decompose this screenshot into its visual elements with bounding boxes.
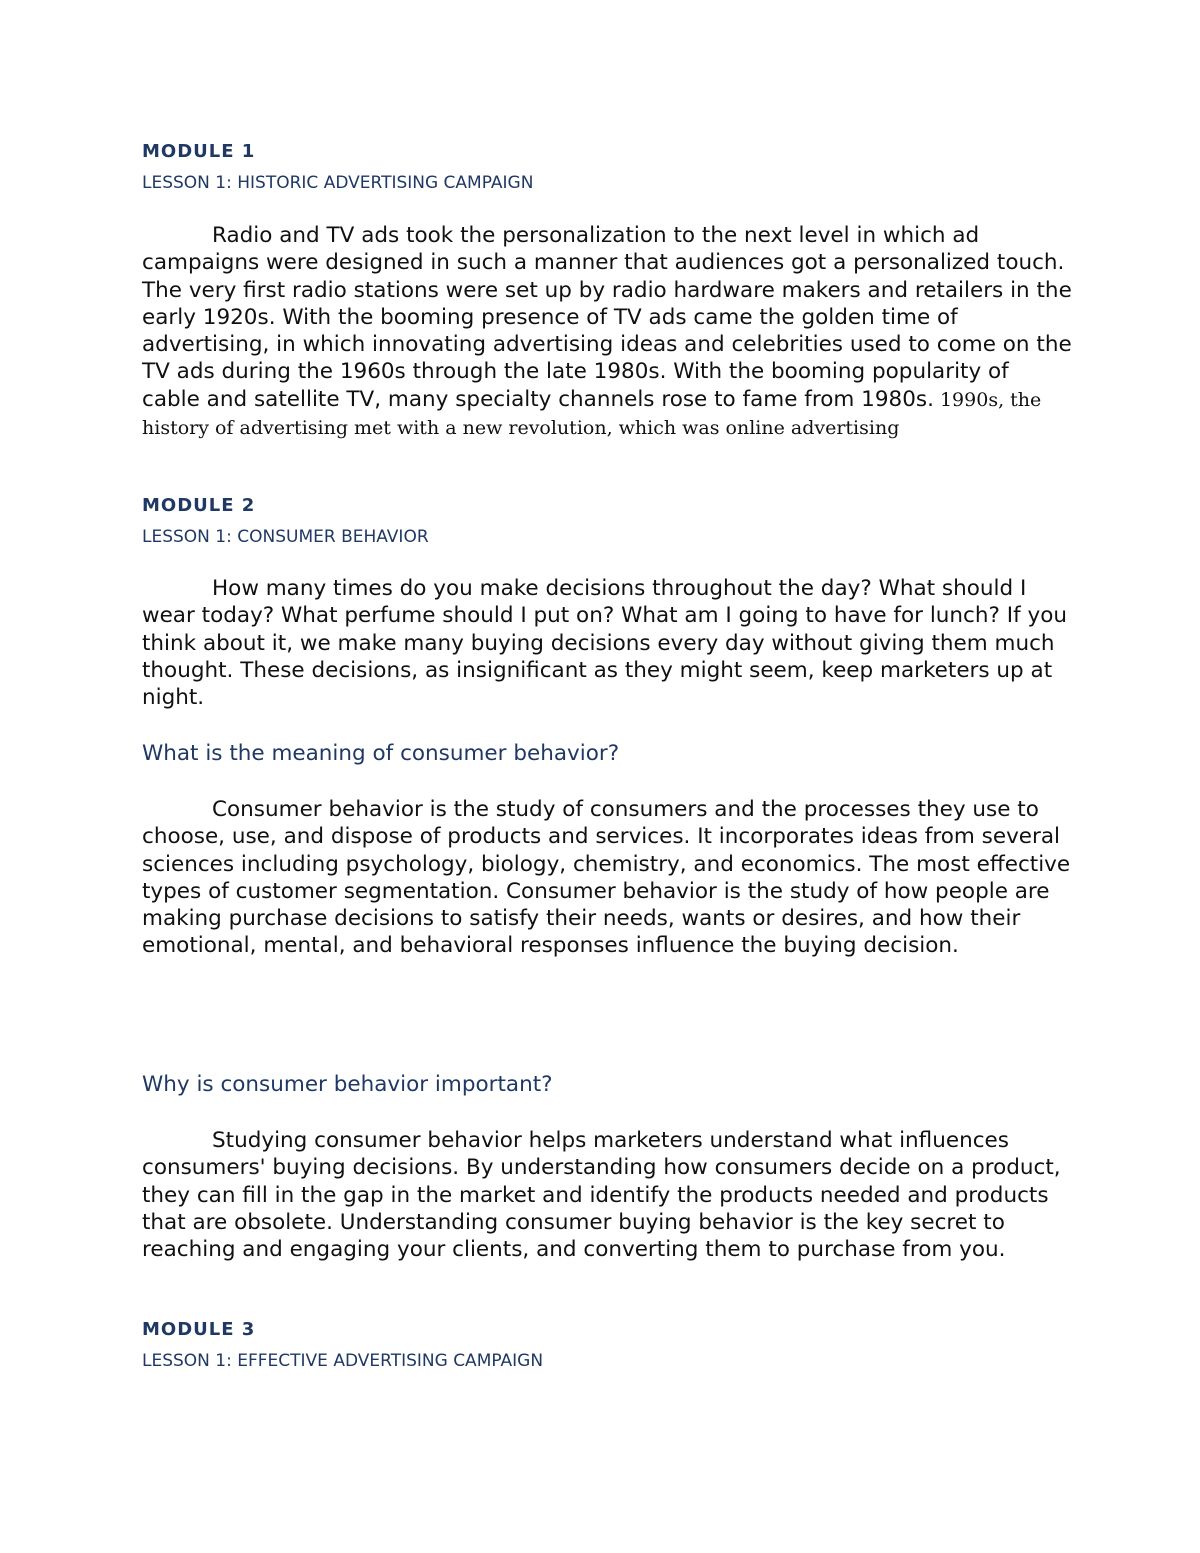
module-1-paragraph-main: Radio and TV ads took the personalization to the next level in which ad campaigns were designed in such a manner that audiences got a personalized touch. The very first radio stations were set up by radio hardware makers and retailers in the early 1920s. With the booming presence of TV ads came the golden time of advertising, in which innovating advertising ideas and celebrities used to come on the TV ads during the 1960s through the late 1980s. With the booming popularity of cable and satellite TV, many specialty channels rose to fame from 1980s.	[142, 223, 1072, 412]
module-1-title: MODULE 1	[142, 141, 256, 162]
module-1-paragraph-tail: 1990s, the history of advertising met with a new revolution, which was online advertising	[142, 388, 1042, 440]
answer-paragraph-meaning: Consumer behavior is the study of consumers and the processes they use to choose, use, and dispose of products and services. It incorporates ideas from several sciences including psychology, biology, chemistry, and economics. The most effective types of customer segmentation. Consumer behavior is the study of how people are making purchase decisions to satisfy their needs, wants or desires, and how their emotional, mental, and behavioral responses influence the buying decision.	[142, 797, 1071, 959]
module-2-intro-paragraph: How many times do you make decisions throughout the day? What should I wear today? What perfume should I put on? What am I going to have for lunch? If you think about it, we make many buying decisions every day without giving them much thought. These decisions, as insignificant as they might seem, keep marketers up at night.	[142, 576, 1067, 711]
module-1-paragraph	[142, 222, 1072, 442]
question-heading-meaning: What is the meaning of consumer behavior?	[142, 741, 620, 766]
module-3-title: MODULE 3	[142, 1319, 256, 1340]
module-2-lesson-title: LESSON 1: CONSUMER BEHAVIOR	[142, 527, 429, 547]
module-2-title: MODULE 2	[142, 495, 256, 516]
question-heading-importance: Why is consumer behavior important?	[142, 1072, 553, 1097]
answer-paragraph-importance: Studying consumer behavior helps marketers understand what influences consumers' buying decisions. By understanding how consumers decide on a product, they can fill in the gap in the market and identify the products needed and products that are obsolete. Understanding consumer buying behavior is the key secret to reaching and engaging your clients, and converting them to purchase from you.	[142, 1128, 1061, 1263]
module-2-section	[142, 494, 1072, 549]
module-1-section	[142, 140, 1072, 195]
module-3-section	[142, 1318, 1072, 1373]
module-1-lesson-title: LESSON 1: HISTORIC ADVERTISING CAMPAIGN	[142, 173, 534, 193]
module-3-lesson-title: LESSON 1: EFFECTIVE ADVERTISING CAMPAIGN	[142, 1351, 544, 1371]
